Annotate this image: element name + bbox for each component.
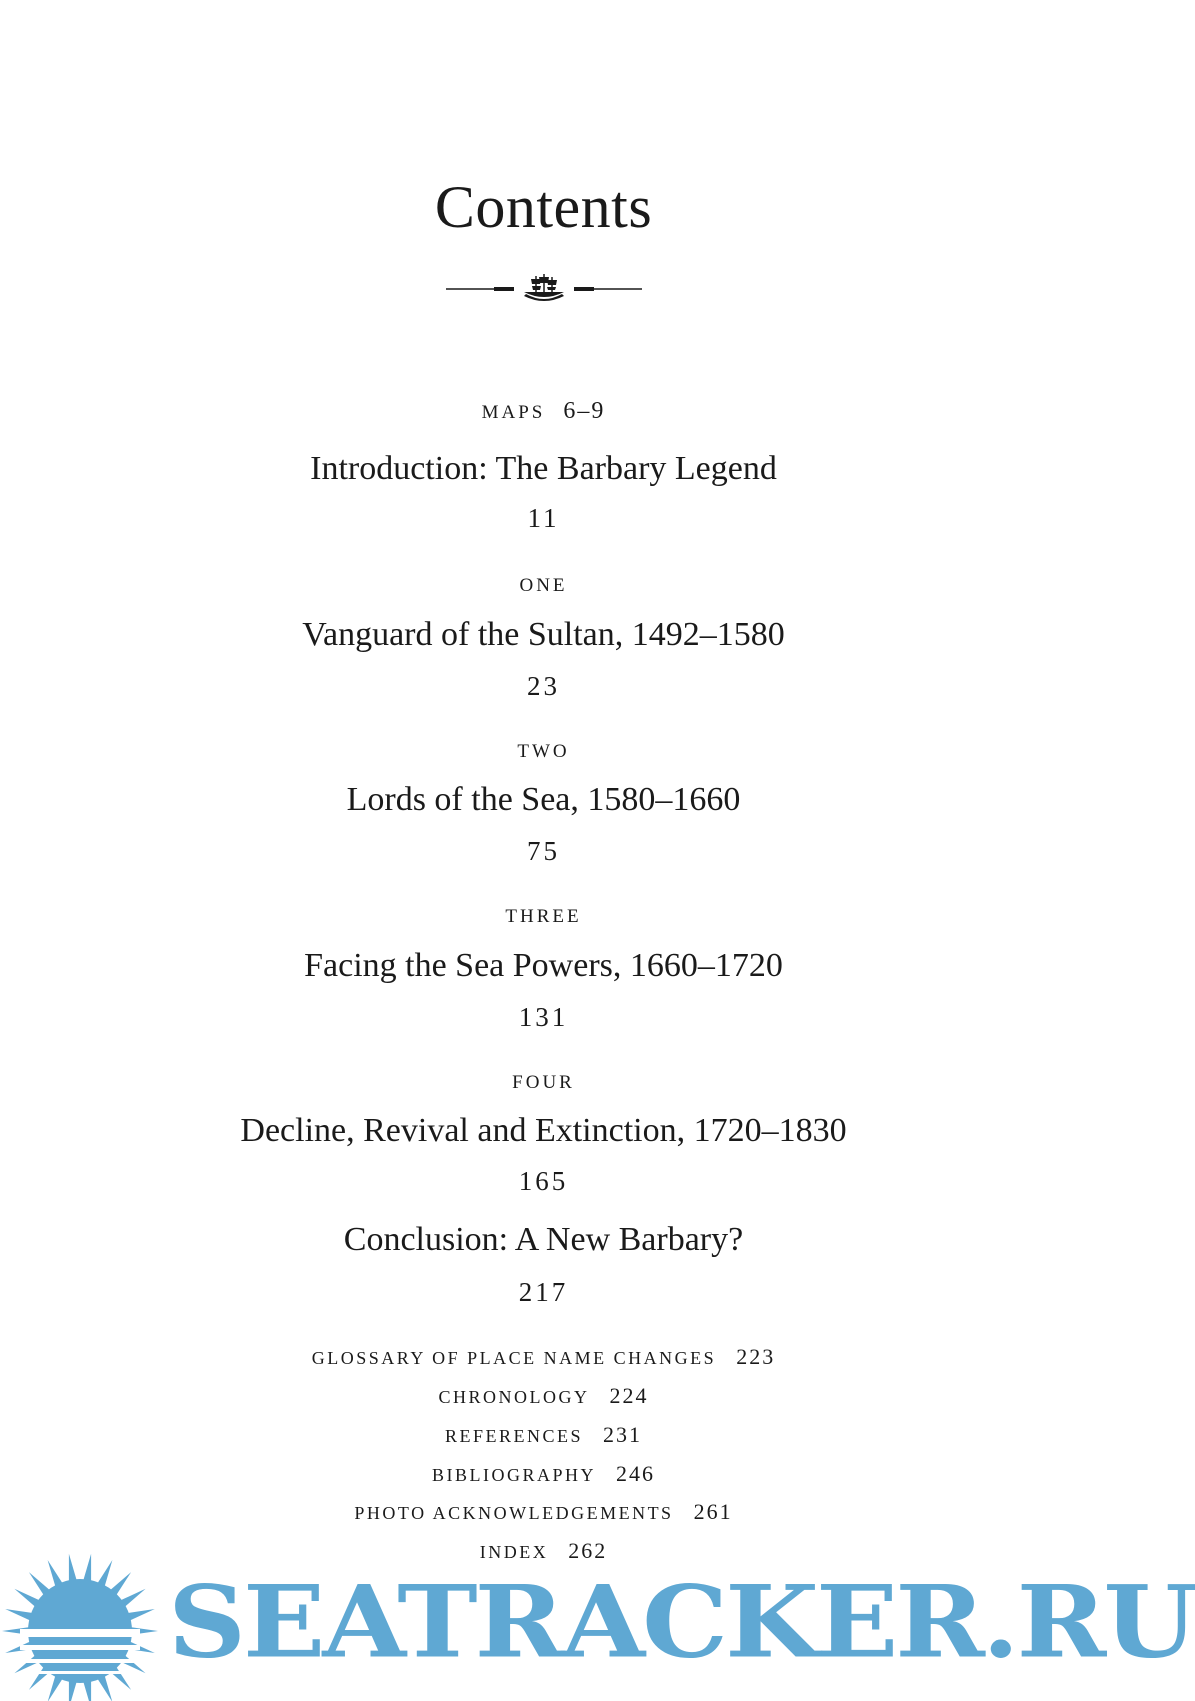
backmatter-page: 231 bbox=[603, 1422, 643, 1447]
backmatter-entry bbox=[0, 1422, 1087, 1448]
chapter-label: TWO bbox=[517, 741, 570, 762]
chapter-label: THREE bbox=[505, 906, 582, 927]
maps-entry bbox=[0, 398, 1087, 425]
backmatter-entry bbox=[0, 1499, 1087, 1525]
chapter-title: Decline, Revival and Extinction, 1720–1830 bbox=[240, 1112, 847, 1149]
chapter-title: Introduction: The Barbary Legend bbox=[310, 450, 777, 487]
backmatter-page: 224 bbox=[609, 1383, 649, 1408]
chapter-title: Lords of the Sea, 1580–1660 bbox=[346, 781, 741, 818]
backmatter-label: REFERENCES bbox=[444, 1426, 584, 1446]
chapter-page: 11 bbox=[527, 503, 560, 533]
page-title: Contents bbox=[434, 174, 653, 240]
backmatter-page: 246 bbox=[616, 1461, 655, 1486]
maps-label: MAPS bbox=[481, 402, 546, 423]
watermark-text: SEATRACKER.RU bbox=[168, 1564, 1195, 1681]
backmatter-page: 223 bbox=[736, 1344, 776, 1369]
chapter-label: FOUR bbox=[512, 1072, 575, 1093]
backmatter-label: GLOSSARY OF PLACE NAME CHANGES bbox=[311, 1348, 717, 1368]
backmatter-label: PHOTO ACKNOWLEDGEMENTS bbox=[354, 1503, 674, 1523]
backmatter-label: INDEX bbox=[479, 1542, 549, 1562]
backmatter-page: 262 bbox=[568, 1538, 608, 1563]
chapter-page: 75 bbox=[527, 836, 560, 866]
chapter-page: 131 bbox=[518, 1002, 569, 1032]
backmatter-entry bbox=[0, 1344, 1087, 1370]
chapter-title: Vanguard of the Sultan, 1492–1580 bbox=[302, 616, 785, 653]
backmatter-label: BIBLIOGRAPHY bbox=[431, 1465, 596, 1485]
backmatter-label: CHRONOLOGY bbox=[438, 1387, 590, 1407]
maps-pages: 6–9 bbox=[563, 398, 606, 424]
chapter-page: 217 bbox=[518, 1277, 569, 1307]
chapter-title: Conclusion: A New Barbary? bbox=[343, 1221, 744, 1258]
backmatter-entry bbox=[0, 1461, 1087, 1487]
ship-icon bbox=[444, 272, 644, 306]
title-ornament bbox=[0, 272, 1087, 312]
chapter-page: 23 bbox=[527, 671, 560, 701]
chapter-label: ONE bbox=[519, 575, 568, 596]
chapter-page: 165 bbox=[518, 1166, 569, 1196]
chapter-title: Facing the Sea Powers, 1660–1720 bbox=[304, 947, 783, 984]
backmatter-page: 261 bbox=[693, 1499, 733, 1524]
backmatter-entry bbox=[0, 1383, 1087, 1409]
